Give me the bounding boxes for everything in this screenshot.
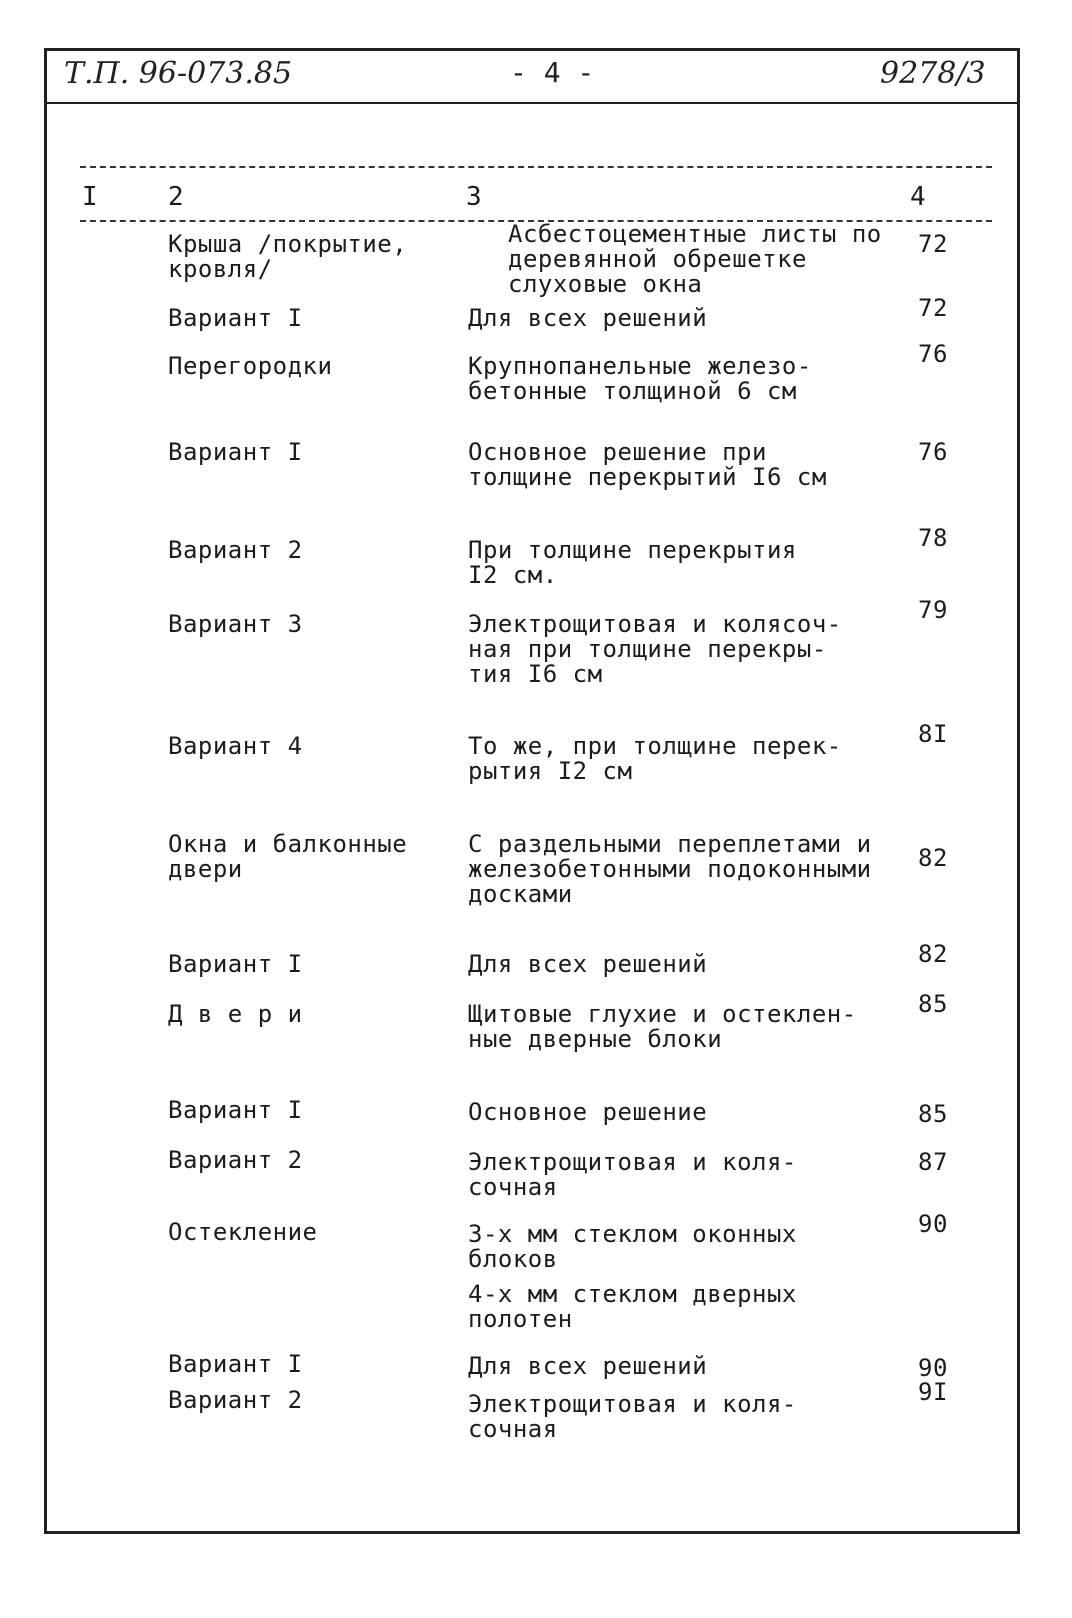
- row-name: Вариант 2: [168, 536, 303, 564]
- row-desc: С раздельными переплетами и железобетонными подоконными досками: [468, 830, 872, 908]
- row-desc: Крупнопанельные железо- бетонные толщиной 6 см: [468, 352, 812, 405]
- row-page: 9I: [918, 1378, 948, 1406]
- row-name: Вариант I: [168, 1096, 303, 1124]
- row-desc: Основное решение при толщине перекрытий I6 см: [468, 438, 827, 491]
- row-desc: Для всех решений: [468, 950, 708, 978]
- page-number: - 4 -: [510, 56, 595, 89]
- row-page: 72: [918, 230, 948, 258]
- row-desc: Щитовые глухие и остеклен- ные дверные блоки: [468, 1000, 857, 1053]
- row-name: Вариант 4: [168, 732, 303, 760]
- doc-code: Т.П. 96-073.85: [64, 56, 293, 91]
- row-page: 76: [918, 340, 948, 368]
- row-page: 8I: [918, 720, 948, 748]
- header-rule: [44, 102, 1020, 104]
- column-header-4: 4: [910, 182, 926, 212]
- row-desc: Электрощитовая и коля- сочная: [468, 1148, 797, 1201]
- row-name: Вариант I: [168, 1350, 303, 1378]
- table-top-rule: [80, 166, 992, 168]
- column-header-1: I: [82, 182, 98, 212]
- row-page: 78: [918, 524, 948, 552]
- row-name: Остекление: [168, 1218, 318, 1246]
- row-desc: Электрощитовая и коля- сочная: [468, 1390, 797, 1443]
- row-page: 76: [918, 438, 948, 466]
- row-page: 90: [918, 1210, 948, 1238]
- row-page: 87: [918, 1148, 948, 1176]
- row-name: Вариант 2: [168, 1146, 303, 1174]
- row-page: 82: [918, 844, 948, 872]
- row-page: 79: [918, 596, 948, 624]
- row-page: 82: [918, 940, 948, 968]
- row-desc: Для всех решений: [468, 1352, 708, 1380]
- row-name: Вариант I: [168, 438, 303, 466]
- row-page: 72: [918, 294, 948, 322]
- column-header-3: 3: [466, 182, 482, 212]
- row-page: 85: [918, 990, 948, 1018]
- row-name: Вариант 2: [168, 1386, 303, 1414]
- row-desc: Электрощитовая и колясоч- ная при толщине перекры- тия I6 см: [468, 610, 842, 688]
- row-name: Вариант I: [168, 304, 303, 332]
- row-name: Крыша /покрытие, кровля/: [168, 230, 408, 283]
- archive-number: 9278/3: [880, 56, 986, 91]
- row-desc: Для всех решений: [468, 304, 708, 332]
- row-page: 85: [918, 1100, 948, 1128]
- row-name: Окна и балконные двери: [168, 830, 408, 883]
- row-desc: То же, при толщине перек- рытия I2 см: [468, 732, 842, 785]
- column-header-2: 2: [168, 182, 184, 212]
- row-desc: Асбестоцементные листы по деревянной обрешетке слуховые окна: [508, 220, 882, 298]
- row-desc: 3-х мм стеклом оконных блоков: [468, 1220, 797, 1273]
- row-desc: При толщине перекрытия I2 см.: [468, 536, 797, 589]
- row-name: Перегородки: [168, 352, 333, 380]
- row-desc: 4-х мм стеклом дверных полотен: [468, 1280, 797, 1333]
- row-page: 90: [918, 1354, 948, 1382]
- row-name: Вариант 3: [168, 610, 303, 638]
- row-desc: Основное решение: [468, 1098, 708, 1126]
- row-name: Д в е р и: [168, 1000, 303, 1028]
- row-name: Вариант I: [168, 950, 303, 978]
